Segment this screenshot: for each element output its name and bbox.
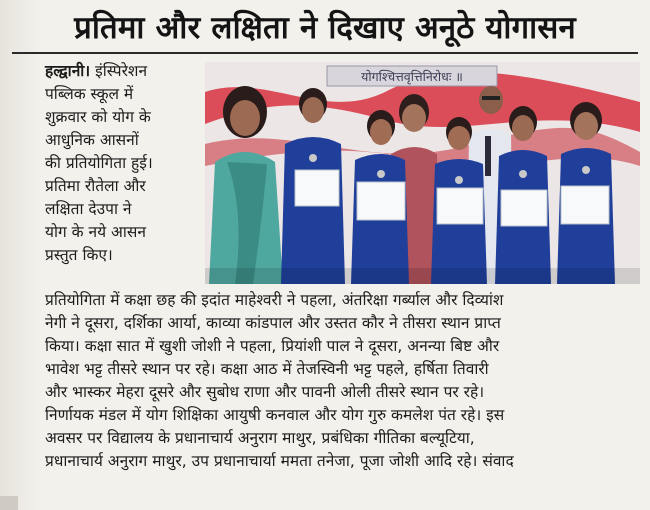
article-body	[45, 289, 640, 473]
intro-line: प्रस्तुत किए।	[45, 246, 113, 264]
body-line: भावेश भट्ट तीसरे स्थान पर रहे। कक्षा आठ में तेजस्विनी भट्ट पहले, हर्षिता तिवारी	[45, 360, 489, 378]
body-line: किया। कक्षा सात में खुशी जोशी ने पहला, प्रियांशी पाल ने दूसरा, अनन्या बिष्ट और	[45, 337, 500, 355]
intro-line: इंस्पिरेशन	[95, 62, 148, 80]
intro-line: लक्षिता देउपा ने	[45, 200, 132, 218]
torn-corner	[0, 496, 18, 510]
intro-line: योग के नये आसन	[45, 223, 146, 241]
headline: प्रतिमा और लक्षिता ने दिखाए अनूठे योगासन	[74, 10, 576, 46]
headline-rule	[12, 52, 638, 54]
intro-line: की प्रतियोगिता हुई।	[45, 154, 153, 172]
body-line: और भास्कर मेहरा दूसरे और सुबोध राणा और पावनी ओली तीसरे स्थान पर रहे।	[45, 383, 485, 401]
photo-floor-shadow	[205, 268, 640, 284]
intro-paragraph	[45, 60, 205, 267]
page-fold-shadow	[0, 0, 40, 510]
dateline: हल्द्वानी।	[45, 62, 91, 80]
banner-text: योगश्चित्तवृत्तिनिरोधः ॥	[361, 69, 463, 84]
body-line: नेगी ने दूसरा, दर्शिका आर्या, काव्या कांडपाल और उस्तत कौर ने तीसरा स्थान प्राप्त	[45, 314, 501, 332]
intro-line: पब्लिक स्कूल में	[45, 85, 134, 103]
body-line: प्रधानाचार्य अनुराग माथुर, उप प्रधानाचार्या ममता तनेजा, पूजा जोशी आदि रहे। संवाद	[45, 452, 514, 470]
intro-line: शुक्रवार को योग के	[45, 108, 151, 126]
news-photo	[205, 62, 640, 284]
body-line: अवसर पर विद्यालय के प्रधानाचार्य अनुराग माथुर, प्रबंधिका गीतिका बल्यूटिया,	[45, 429, 475, 447]
intro-line: आधुनिक आसनों	[45, 131, 139, 149]
group-photo-illustration	[205, 62, 640, 284]
body-line: प्रतियोगिता में कक्षा छह की इदांत माहेश्वरी ने पहला, अंतरिक्षा गर्ब्याल और दिव्यांश	[45, 291, 504, 309]
body-line: निर्णायक मंडल में योग शिक्षिका आयुषी कनवाल और योग गुरु कमलेश पंत रहे। इस	[45, 406, 505, 424]
intro-line: प्रतिमा रौतेला और	[45, 177, 146, 195]
